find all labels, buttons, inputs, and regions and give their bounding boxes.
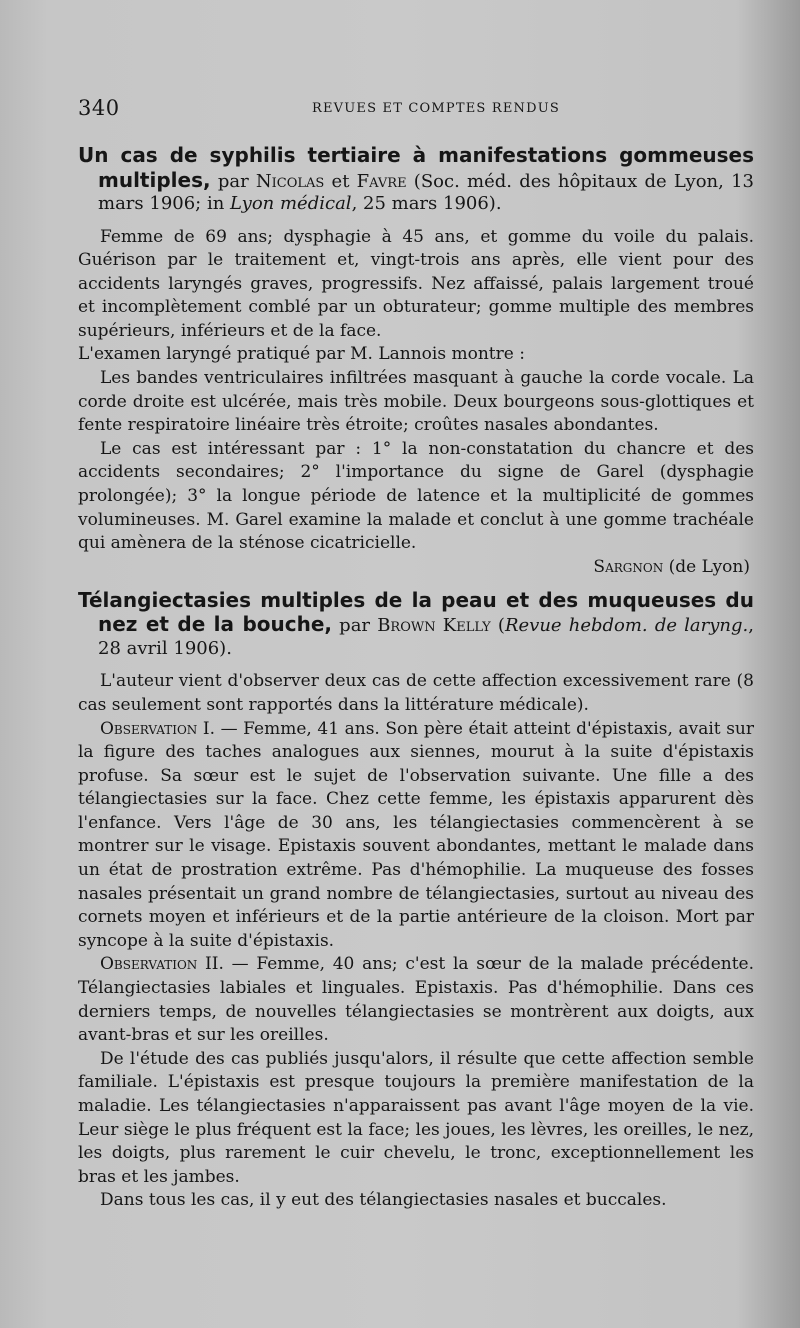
conjunction: et xyxy=(324,170,357,192)
author-name: Brown Kelly xyxy=(377,615,491,637)
article-syphilis xyxy=(78,144,754,579)
reviewer-signature xyxy=(78,556,754,579)
journal-name: Revue hebdom. de laryng. xyxy=(504,615,749,637)
article-heading xyxy=(78,144,754,216)
article-heading xyxy=(78,589,754,661)
paragraph: L'examen laryngé pratiqué par M. Lannois montre : xyxy=(78,344,525,365)
article-title: Télangiectasies multiples de la peau et des muqueuses du nez et de la bouche, xyxy=(78,587,754,637)
running-head: REVUES ET COMPTES RENDUS xyxy=(311,101,561,116)
observation-label: Observation I. xyxy=(100,718,215,739)
reviewer-place: (de Lyon) xyxy=(663,556,750,577)
reviewer-name: Sargnon xyxy=(593,556,664,577)
observation-label: Observation II. xyxy=(100,954,224,975)
paragraph: Femme de 69 ans; dysphagie à 45 ans, et gomme du voile du palais. Guérison par le traitement et, vingt-trois ans après, elle vient pour des accidents laryngés graves, progressifs. Nez affaissé, palais largement troué et incomplètement comblé par un obturateur; gomme multiple des membres supérieurs, inférieurs et de la face. xyxy=(78,226,754,341)
paragraph: Les bandes ventriculaires infiltrées masquant à gauche la corde vocale. La corde droite est ulcérée, mais très mobile. Deux bourgeons sous-glottiques et fente respiratoire linéaire très étroite; croûtes nasales abondantes. xyxy=(78,368,754,436)
observation-1 xyxy=(78,718,754,954)
source-text: ( xyxy=(490,615,505,637)
observation-2 xyxy=(78,953,754,1047)
page-header xyxy=(78,96,754,130)
by-text: par xyxy=(210,170,256,192)
article-telangiectasies xyxy=(78,589,754,1213)
paragraph: L'auteur vient d'observer deux cas de cette affection excessivement rare (8 cas seulement sont rapportés dans la littérature médicale). xyxy=(78,671,754,715)
page-number: 340 xyxy=(78,96,120,120)
observation-text: — Femme, 40 ans; c'est la sœur de la malade précédente. Télangiectasies labiales et linguales. Epistaxis. Pas d'hémophilie. Dans ces derniers temps, de nouvelles télangiectasies se montrèrent aux doigts, aux avant-bras et sur les oreilles. xyxy=(78,954,754,1046)
paragraph: Le cas est intéressant par : 1° la non-constatation du chancre et des accidents secondaires; 2° l'importance du signe de Garel (dysphagie prolongée); 3° la longue période de latence et la multiplicité de gommes volumineuses. M. Garel examine la malade et conclut à une gomme trachéale qui amènera de la sténose cicatricielle. xyxy=(78,438,754,554)
source-text: (Soc. méd. des hôpitaux de Lyon, 13 mars 1906; in xyxy=(98,170,754,214)
source-date: , 28 avril 1906). xyxy=(98,615,755,659)
source-date: , 25 mars 1906). xyxy=(351,193,502,214)
by-text: par xyxy=(332,615,378,637)
author-name: Favre xyxy=(356,170,407,192)
paragraph: De l'étude des cas publiés jusqu'alors, il résulte que cette affection semble familiale. L'épistaxis est presque toujours la première manifestation de la maladie. Les télangiectasies n'apparaissent pas avant l'âge moyen de la vie. Leur siège le plus fréquent est la face; les joues, les lèvres, les oreilles, le nez, les doigts, plus rarement le cuir chevelu, le tronc, exceptionnellement les bras et les jambes. xyxy=(78,1048,754,1187)
article-title: Un cas de syphilis tertiaire à manifestations gommeuses multiples, xyxy=(78,143,754,192)
observation-text: — Femme, 41 ans. Son père était atteint d'épistaxis, avait sur la figure des taches analogues aux siennes, mourut à la suite d'épistaxis profuse. Sa sœur est le sujet de l'observation suivante. Une fille a des télangiectasies sur la face. Chez cette femme, les épistaxis apparurent dès l'enfance. Vers l'âge de 30 ans, les télangiectasies commencèrent à se montrer sur le visage. Epistaxis souvent abondantes, mettant le malade dans un état de prostration extrême. Pas d'hémophilie. La muqueuse des fosses nasales présentait un grand nombre de télangiectasies, surtout au niveau des cornets moyen et inférieurs et de la partie antérieure de la cloison. Mort par syncope à la suite d'épistaxis. xyxy=(78,718,754,951)
journal-name: Lyon médical xyxy=(230,193,352,214)
author-name: Nicolas xyxy=(255,170,325,192)
paragraph: Dans tous les cas, il y eut des télangiectasies nasales et buccales. xyxy=(100,1190,667,1211)
